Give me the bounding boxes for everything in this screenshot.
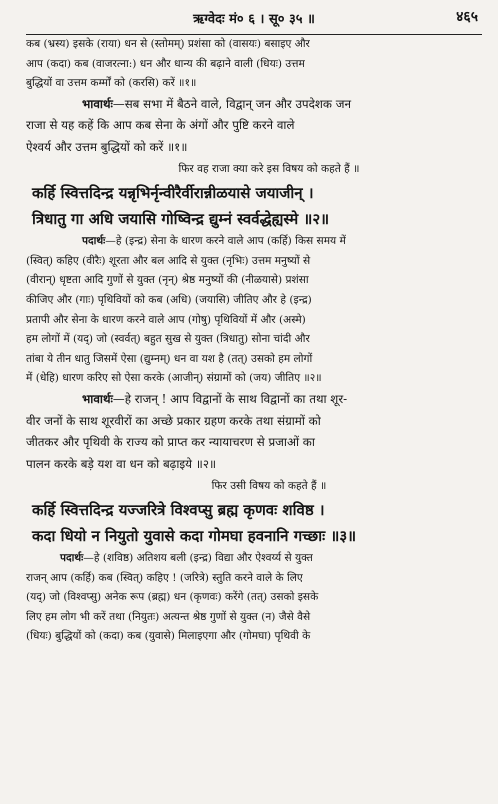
text-line <box>26 389 482 411</box>
section-label: पदार्थः <box>60 552 84 565</box>
text-line <box>26 454 482 476</box>
text-line <box>26 549 482 569</box>
line-text: राजा से यह कहें कि आप कब सेना के अंगों और पुष्टि करने वाले <box>26 118 295 133</box>
line-text: प्रतापी और सेना के धारण करने वाले आप (गोषु) पृथिवियों में और (अस्मे) <box>26 313 306 326</box>
verse-line <box>26 523 482 549</box>
text-line <box>26 271 482 291</box>
line-text: लिए हम लोग भी करें तथा (नियुतः) अत्यन्त श्रेष्ठ गुणों से युक्त (न) जैसे वैसे <box>26 610 311 623</box>
line-text: कीजिए और (गाः) पृथिवियों को कब (अधि) (जयासि) जीतिए और हे (इन्द्र) <box>26 294 312 307</box>
text-line <box>26 350 482 370</box>
line-text: (स्वित्) कहिए (वीरैः) शूरता और बल आदि से युक्त (नृभिः) उत्तम मनुष्यों से <box>26 254 311 267</box>
text-line <box>26 232 482 252</box>
page-content <box>26 35 482 647</box>
line-text: कर्हि स्वित्तदिन्द्र यन्नृभिर्नृन्वीरैर्वीरान्नीळयासे जयाजीन् । <box>32 184 314 203</box>
line-text: हम लोगों में (यद्) जो (स्वर्वत्) बहुत सुख से युक्त (त्रिधातु) सोना चांदी और <box>26 333 310 346</box>
text-line <box>26 369 482 389</box>
line-text: कदा धियो न नियुतो युवासे कदा गोमघा हवनानि गच्छाः ॥३॥ <box>32 527 357 546</box>
section-intro: फिर वह राजा क्या करे इस विषय को कहते हैं ॥ <box>178 163 360 176</box>
line-text: राजन् आप (कर्हि) कब (स्वित्) कहिए ! (जरित्रे) स्तुति करने वाले के लिए <box>26 571 303 584</box>
running-header <box>26 0 482 35</box>
verse-line <box>26 497 482 523</box>
paragraph <box>26 35 482 94</box>
line-text: जीतकर और पृथिवी के राज्य को प्राप्त कर न्यायाचरण से प्रजाओं का <box>26 435 315 450</box>
header-title: ऋग्वेदः मं० ६ । सू० ३५ ॥ <box>193 12 315 27</box>
section-label: भावार्थः <box>82 96 113 111</box>
verse-block <box>26 180 482 232</box>
line-text: वीर जनों के साथ शूरवीरों का अच्छे प्रकार ग्रहण करके तथा संग्रामों को <box>26 413 321 428</box>
paragraph <box>26 389 482 475</box>
text-line <box>26 311 482 331</box>
line-text: (वीरान्) धृष्टता आदि गुणों से युक्त (नृन्) श्रेष्ठ मनुष्यों की (नीळयासे) प्रशंसा <box>26 274 309 287</box>
text-line <box>26 432 482 454</box>
text-line <box>26 137 482 159</box>
line-text: में (धेहि) धारण करिए सो ऐसा करके (आजीन्) संग्रामों को (जय) जीतिए ॥२॥ <box>26 372 322 385</box>
text-line <box>26 588 482 608</box>
text-line <box>26 55 482 75</box>
text-line <box>26 291 482 311</box>
section-intro: फिर उसी विषय को कहते हैं ॥ <box>211 480 327 493</box>
text-line <box>26 74 482 94</box>
line-text: कब (भ्रस्य) इसके (राया) धन से (स्तोमम्) प्रशंसा को (वासयः) बसाइए और <box>26 38 310 50</box>
line-text: —सब सभा में बैठने वाले, विद्वान् जन और उपदेशक जन <box>112 96 352 111</box>
text-line <box>26 94 482 116</box>
page-number: ४६५ <box>456 9 478 25</box>
section-label: पदार्थः <box>82 235 106 248</box>
text-line <box>26 35 482 55</box>
paragraph <box>26 232 482 389</box>
line-text: पालन करके बड़े यश वा धन को बढ़ाइये ॥२॥ <box>26 456 217 471</box>
text-line <box>26 330 482 350</box>
line-text: (धियः) बुद्धियों को (कदा) कब (युवासे) मिलाइएगा और (गोमघा) पृथिवी के <box>26 630 311 643</box>
paragraph <box>26 549 482 647</box>
line-text: (यद्) जो (विश्वप्सु) अनेक रूप (ब्रह्म) धन (कृणवः) करेंगे (तत्) उसको इसके <box>26 591 319 604</box>
verse-line <box>26 206 482 232</box>
line-text: आप (कदा) कब (वाजरत्ना:) धन और धान्य की बढ़ाने वाली (धियः) उत्तम <box>26 57 305 70</box>
verse-block <box>26 497 482 549</box>
line-text: तांबा ये तीन धातु जिसमें ऐसा (द्युम्नम्) धन वा यश है (तत्) उसको हम लोगों <box>26 352 313 365</box>
line-text: बुद्धियों वा उत्तम कर्म्मों को (करसि) करें ॥१॥ <box>26 77 197 90</box>
line-text: त्रिधातु गा अधि जयासि गोष्विन्द्र द्युम्नं स्वर्वद्धेह्यस्मे ॥२॥ <box>32 210 330 229</box>
line-text: —हे (इन्द्र) सेना के धारण करने वाले आप (कर्हि) किस समय में <box>105 235 346 248</box>
line-text: ऐश्वर्य और उत्तम बुद्धियों को करें ॥१॥ <box>26 139 188 154</box>
paragraph <box>26 94 482 159</box>
line-text: —हे (शविष्ठ) अतिशय बली (इन्द्र) विद्या और ऐश्वर्य्य से युक्त <box>83 552 313 565</box>
text-line <box>26 252 482 272</box>
text-line <box>26 627 482 647</box>
section-label: भावार्थः <box>82 392 113 407</box>
verse-line <box>26 180 482 206</box>
line-text: कर्हि स्वित्तदिन्द्र यज्जरित्रे विश्वप्सु ब्रह्म कृणवः शविष्ठ । <box>32 501 325 520</box>
text-line <box>26 115 482 137</box>
text-line <box>26 569 482 589</box>
text-line <box>26 411 482 433</box>
line-text: —हे राजन् ! आप विद्वानों के साथ विद्वानों का तथा शूर- <box>112 392 348 407</box>
text-line <box>26 608 482 628</box>
